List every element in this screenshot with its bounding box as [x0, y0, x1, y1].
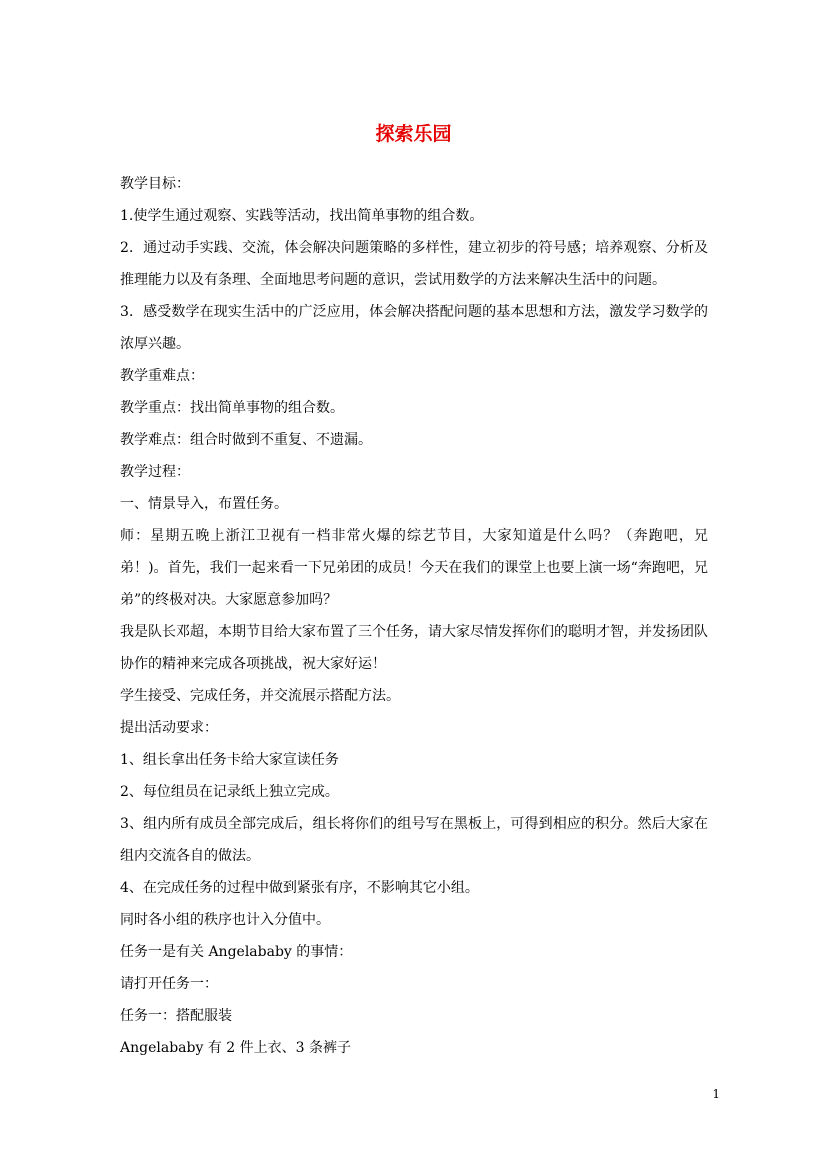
paragraph: 师：星期五晚上浙江卫视有一档非常火爆的综艺节目，大家知道是什么吗？（奔跑吧，兄弟！)。首先，我们一起来看一下兄弟团的成员！今天在我们的课堂上也要上演一场“奔跑吧，兄弟”的终极对决。大家愿意参加吗？ — [120, 528, 708, 608]
paragraph: 学生接受、完成任务，并交流展示搭配方法。 — [120, 688, 400, 704]
paragraph: 3．感受数学在现实生活中的广泛应用，体会解决搭配问题的基本思想和方法，激发学习数学的浓厚兴趣。 — [120, 304, 708, 352]
document-body — [120, 168, 708, 1064]
paragraph: 同时各小组的秩序也计入分值中。 — [120, 912, 330, 928]
paragraph: 教学重难点： — [120, 368, 204, 384]
paragraph: 2．通过动手实践、交流，体会解决问题策略的多样性，建立初步的符号感；培养观察、分析及推理能力以及有条理、全面地思考问题的意识，尝试用数学的方法来解决生活中的问题。 — [120, 240, 708, 288]
page-number: 1 — [712, 1087, 720, 1101]
paragraph: Angelababy 有 2 件上衣、3 条裤子 — [120, 1040, 351, 1056]
paragraph: 一、情景导入，布置任务。 — [120, 496, 288, 512]
page-title: 探索乐园 — [375, 123, 452, 145]
paragraph: 教学目标： — [120, 176, 190, 192]
paragraph: 2、每位组员在记录纸上独立完成。 — [120, 784, 339, 800]
paragraph: 1、组长拿出任务卡给大家宣读任务 — [120, 752, 339, 768]
paragraph: 我是队长邓超，本期节目给大家布置了三个任务，请大家尽情发挥你们的聪明才智，并发扬团队协作的精神来完成各项挑战，祝大家好运！ — [120, 624, 708, 672]
paragraph: 3、组内所有成员全部完成后，组长将你们的组号写在黑板上，可得到相应的积分。然后大家在组内交流各自的做法。 — [120, 816, 708, 864]
paragraph: 1.使学生通过观察、实践等活动，找出简单事物的组合数。 — [120, 208, 484, 224]
paragraph: 请打开任务一： — [120, 976, 218, 992]
paragraph: 任务一是有关 Angelababy 的事情： — [120, 944, 353, 960]
paragraph: 提出活动要求： — [120, 720, 218, 736]
paragraph: 教学难点：组合时做到不重复、不遗漏。 — [120, 432, 372, 448]
paragraph: 任务一：搭配服装 — [120, 1008, 232, 1024]
paragraph: 教学过程： — [120, 464, 190, 480]
paragraph: 教学重点：找出简单事物的组合数。 — [120, 400, 344, 416]
paragraph: 4、在完成任务的过程中做到紧张有序，不影响其它小组。 — [120, 880, 479, 896]
